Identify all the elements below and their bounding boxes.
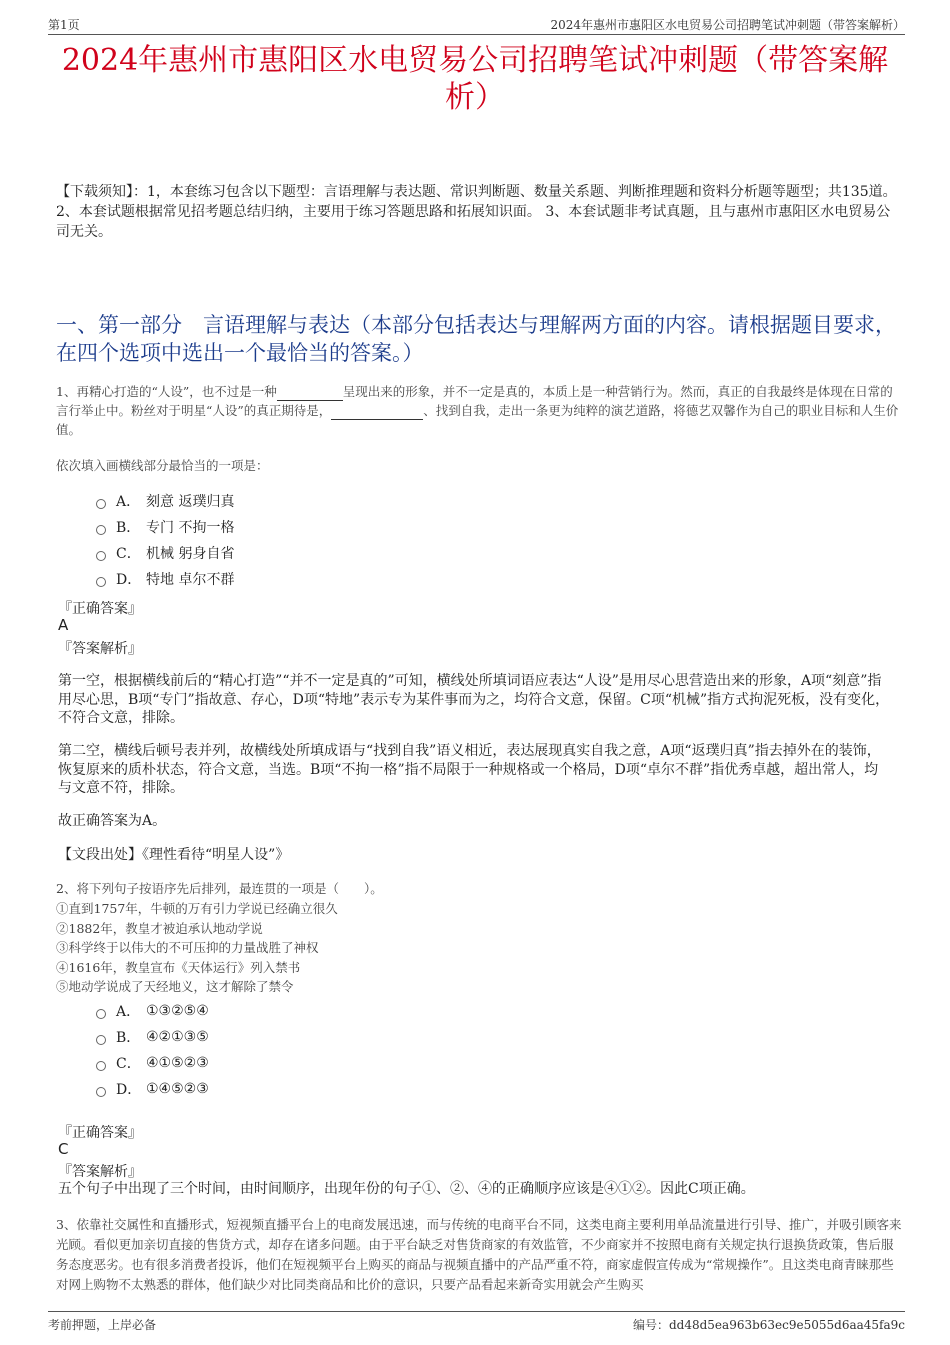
option-text: 专门 不拘一格 (146, 520, 235, 536)
page-number: 第1页 (48, 18, 80, 32)
radio-icon[interactable] (96, 1061, 106, 1071)
option-b[interactable] (96, 514, 234, 540)
option-text: 特地 卓尔不群 (146, 572, 235, 588)
radio-icon[interactable] (96, 499, 106, 509)
option-letter: A． (116, 1004, 141, 1020)
question-2-sentences (56, 899, 338, 997)
radio-icon[interactable] (96, 1009, 106, 1019)
radio-icon[interactable] (96, 525, 106, 535)
analysis-label: 『答案解析』 (58, 1164, 142, 1180)
sentence-2: ②1882年，教皇才被迫承认地动学说 (56, 920, 263, 936)
document-title: 2024年惠州市惠阳区水电贸易公司招聘笔试冲刺题（带答案解析） (61, 43, 889, 115)
question-1-prompt: 依次填入画横线部分最恰当的一项是： (56, 458, 269, 473)
radio-icon[interactable] (96, 1035, 106, 1045)
sentence-5: ⑤地动学说成了天经地义，这才解除了禁令 (56, 979, 294, 994)
option-letter: B． (116, 520, 141, 536)
option-text: ①③②⑤④ (146, 1003, 209, 1019)
option-a[interactable] (96, 998, 209, 1024)
option-text: ①④⑤②③ (146, 1081, 209, 1097)
question-1-conclusion: 故正确答案为A。 (58, 813, 167, 829)
page-header (48, 12, 905, 35)
sentence-4: ④1616年，教皇宣布《天体运行》列入禁书 (56, 959, 301, 975)
header-doc-title: 2024年惠州市惠阳区水电贸易公司招聘笔试冲刺题（带答案解析） (550, 18, 905, 32)
radio-icon[interactable] (96, 551, 106, 561)
option-letter: A． (116, 494, 141, 510)
option-letter: D． (116, 572, 142, 588)
download-notice: 【下载须知】：1，本套练习包含以下题型：言语理解与表达题、常识判断题、数量关系题、判断推理题和资料分析题等题型；共135道。 2、本套试题根据常见招考题总结归纳，主要用于练习答题思路和拓展知识面。 3、本套试题非考试真题，且与惠州市惠阳区水电贸易公司无关。 (56, 184, 897, 240)
question-2-answer: C (58, 1140, 69, 1158)
option-c[interactable] (96, 1050, 209, 1076)
sentence-1: ①直到1757年，牛顿的万有引力学说已经确立很久 (56, 901, 338, 916)
option-letter: D． (116, 1082, 142, 1098)
option-letter: B． (116, 1030, 141, 1046)
option-letter: C． (116, 546, 141, 562)
footer-serial: 编号：dd48d5ea963b63ec9e5055d6aa45fa9c (632, 1318, 905, 1332)
question-2-text: 2、将下列句子按语序先后排列，最连贯的一项是（ ）。 (56, 881, 383, 896)
question-1-part-b: 呈现出来的形象，并不一定是真的，本质上是一种营销行为。然而，真正的自我最终是体现在日常的言行举止中。粉丝对于明星“人设”的真正期待是， (56, 384, 893, 418)
option-d[interactable] (96, 566, 234, 592)
question-2-options (96, 998, 209, 1102)
question-1-text (56, 382, 902, 439)
option-letter: C． (116, 1056, 141, 1072)
radio-icon[interactable] (96, 1087, 106, 1097)
question-1-source: 【文段出处】《理性看待“明星人设”》 (58, 847, 290, 863)
option-text: ④①⑤②③ (146, 1055, 209, 1071)
option-d[interactable] (96, 1076, 209, 1102)
correct-answer-label: 『正确答案』 (58, 601, 142, 617)
question-1-analysis-1: 第一空，根据横线前后的“精心打造”“并不一定是真的”可知，横线处所填词语应表达“人设”是用尽心思营造出来的形象，A项“刻意”指用尽心思，B项“专门”指故意、存心，D项“特地”表示专为某件事而为之，均符合文意，保留。C项“机械”指方式拘泥死板，没有变化，不符合文意，排除。 (58, 673, 890, 726)
question-2-analysis: 五个句子中出现了三个时间，由时间顺序，出现年份的句子①、②、④的正确顺序应该是④①②。因此C项正确。 (58, 1181, 755, 1197)
question-1-options (96, 488, 234, 592)
page-footer (48, 1311, 905, 1332)
question-1-part-a: 1、再精心打造的“人设”，也不过是一种 (56, 384, 277, 399)
option-text: 刻意 返璞归真 (146, 494, 235, 510)
question-1-analysis-2: 第二空，横线后顿号表并列，故横线处所填成语与“找到自我”语义相近，表达展现真实自我之意，A项“返璞归真”指去掉外在的装饰，恢复原来的质朴状态，符合文意，当选。B项“不拘一格”指不局限于一种规格或一个格局，D项“卓尔不群”指优秀卓越，超出常人，均与文意不符，排除。 (58, 743, 881, 796)
option-b[interactable] (96, 1024, 209, 1050)
question-1-part-c: 、找到自我，走出一条更为纯粹的演艺道路，将德艺双馨作为自己的职业目标和人生价值。 (56, 403, 899, 437)
fill-blank-1 (277, 386, 343, 401)
radio-icon[interactable] (96, 577, 106, 587)
question-3-text: 3、依靠社交属性和直播形式，短视频直播平台上的电商发展迅速，而与传统的电商平台不同，这类电商主要利用单品流量进行引导、推广，并吸引顾客来光顾。看似更加亲切直接的售货方式，却存在诸多问题。由于平台缺乏对售货商家的有效监管，不少商家并不按照电商有关规定执行退换货政策，售后服务态度恶劣。也有很多消费者投诉，他们在短视频平台上购买的商品与视频直播中的产品严重不符，商家虚假宣传成为“常规操作”。且这类电商青睐那些对网上购物不太熟悉的群体，他们缺少对比同类商品和比价的意识，只要产品看起来新奇实用就会产生购买 (56, 1217, 902, 1292)
option-text: 机械 躬身自省 (146, 546, 235, 562)
option-c[interactable] (96, 540, 234, 566)
analysis-label: 『答案解析』 (58, 641, 142, 657)
section-heading: 一、第一部分 言语理解与表达（本部分包括表达与理解两方面的内容。请根据题目要求，在四个选项中选出一个最恰当的答案。） (56, 313, 896, 365)
correct-answer-label: 『正确答案』 (58, 1125, 142, 1141)
footer-slogan: 考前押题，上岸必备 (48, 1318, 157, 1332)
question-1-answer: A (58, 616, 69, 634)
sentence-3: ③科学终于以伟大的不可压抑的力量战胜了神权 (56, 940, 319, 955)
option-a[interactable] (96, 488, 234, 514)
fill-blank-2 (331, 405, 423, 420)
option-text: ④②①③⑤ (146, 1029, 209, 1045)
